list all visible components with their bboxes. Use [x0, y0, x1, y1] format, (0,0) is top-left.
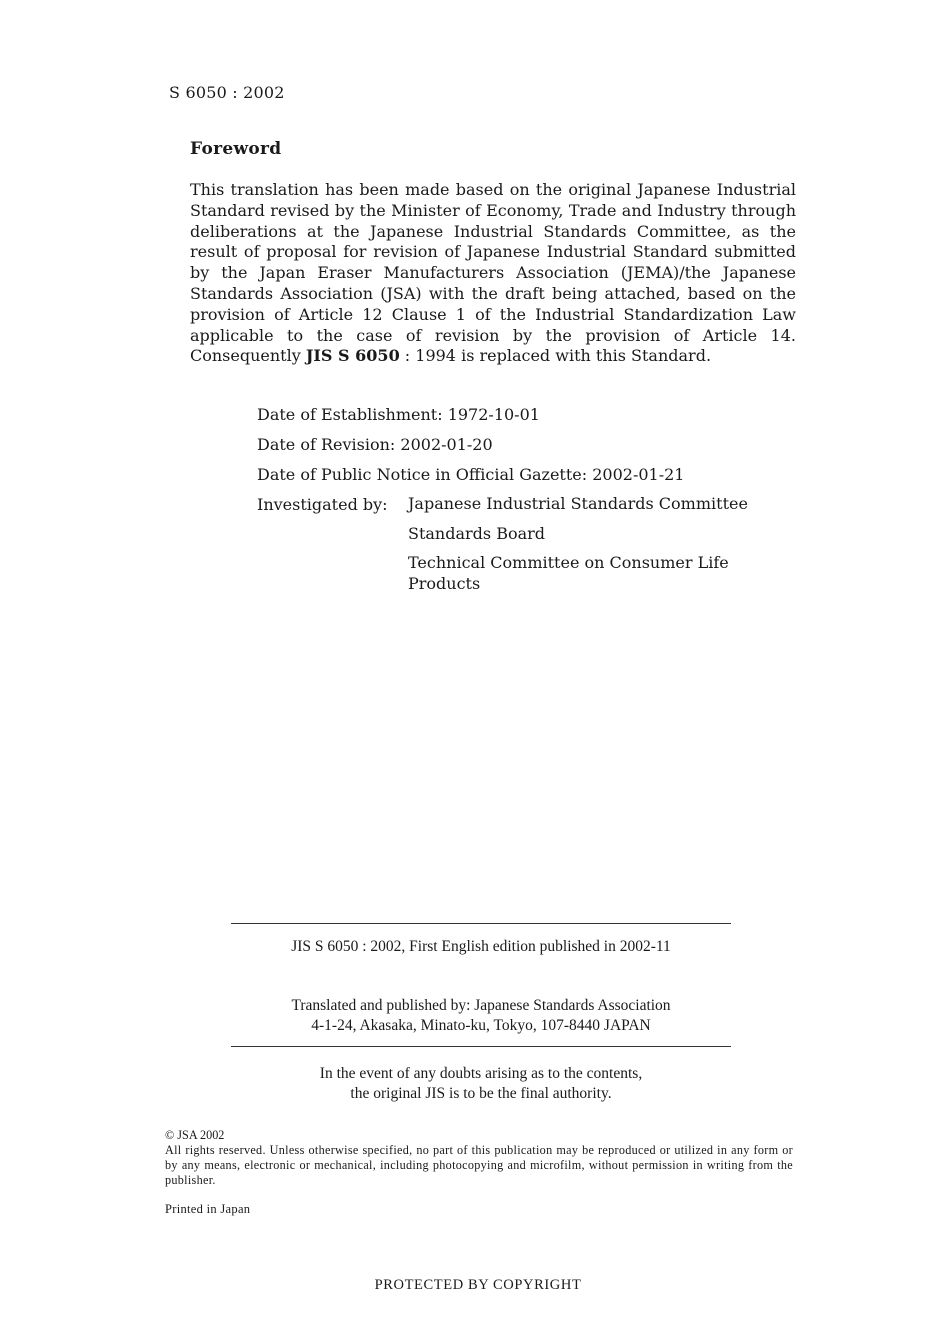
dates-block	[257, 404, 684, 494]
investigated-body: Japanese Industrial Standards Committee	[408, 494, 748, 513]
edition-line: JIS S 6050 : 2002, First English edition published in 2002-11	[291, 938, 671, 955]
authority-note	[231, 1064, 731, 1103]
date-public-notice: Date of Public Notice in Official Gazette: 2002-01-21	[257, 465, 685, 484]
foreword-heading: Foreword	[190, 139, 282, 159]
foreword-text-part1: This translation has been made based on the original Japanese Industrial Standard revised by the Minister of Economy, Trade and Industry through deliberations at the Japanese Industrial Standards Committee, as the result of proposal for revision of Japanese Industrial Standard submitted by the Japan Eraser Manufacturers Association (JEMA)/the Japanese Standards Association (JSA) with the draft being attached, based on the provision of Article 12 Clause 1 of the Industrial Standardization Law applicable to the case of revision by the provision of Article 14. Consequently	[190, 180, 796, 366]
divider-bottom	[231, 1046, 731, 1047]
translated-by: Translated and published by: Japanese Standards Association	[291, 997, 671, 1014]
date-establishment: Date of Establishment: 1972-10-01	[257, 405, 540, 424]
investigated-body: Standards Board	[408, 523, 546, 543]
printed-in: Printed in Japan	[165, 1202, 251, 1216]
foreword-paragraph	[190, 180, 796, 367]
investigated-label: Investigated by:	[257, 495, 388, 514]
date-revision: Date of Revision: 2002-01-20	[257, 435, 493, 454]
investigated-body: Technical Committee on Consumer Life Products	[408, 553, 729, 593]
copyright-block	[165, 1128, 793, 1188]
document-code: S 6050 : 2002	[169, 83, 285, 102]
rights-statement: All rights reserved. Unless otherwise specified, no part of this publication may be reproduced or utilized in any form or by any means, electronic or mechanical, including photocopying and microfilm, without permission in writing from the publisher.	[165, 1143, 793, 1187]
authority-note-line2: the original JIS is to be the final authority.	[350, 1084, 612, 1102]
copyright-notice: © JSA 2002	[165, 1128, 225, 1142]
publisher-address: 4-1-24, Akasaka, Minato-ku, Tokyo, 107-8440 JAPAN	[311, 1016, 651, 1034]
protected-footer: PROTECTED BY COPYRIGHT	[374, 1277, 582, 1293]
authority-note-line1: In the event of any doubts arising as to the contents,	[319, 1065, 643, 1082]
publisher-block	[231, 996, 731, 1035]
divider-top	[231, 923, 731, 924]
standard-number: JIS S 6050	[305, 346, 400, 366]
investigated-bodies	[408, 494, 778, 603]
foreword-text-part2: : 1994 is replaced with this Standard.	[399, 346, 712, 366]
